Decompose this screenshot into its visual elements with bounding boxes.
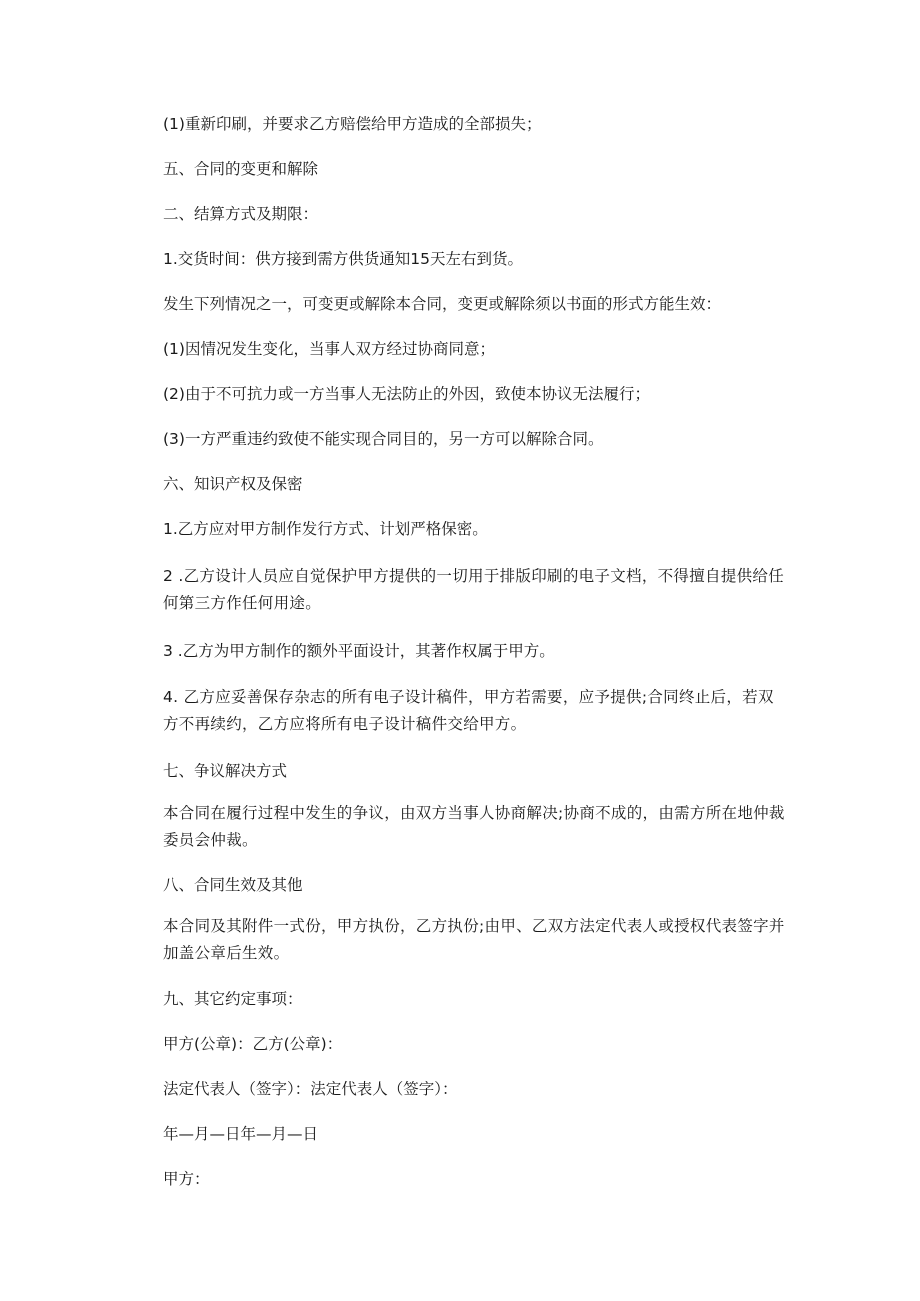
heading-contract-change: 五、合同的变更和解除 — [163, 160, 319, 178]
text-line-delivery-time: 1.交货时间：供方接到需方供货通知15天左右到货。 — [163, 250, 524, 268]
heading-settlement: 二、结算方式及期限： — [163, 205, 319, 223]
text-line-condition-1: (1)因情况发生变化，当事人双方经过协商同意； — [163, 340, 495, 358]
text-line-condition-3: (3)一方严重违约致使不能实现合同目的，另一方可以解除合同。 — [163, 430, 604, 448]
heading-ip-confidentiality: 六、知识产权及保密 — [163, 475, 303, 493]
text-line-confidential-1: 1.乙方应对甲方制作发行方式、计划严格保密。 — [163, 520, 488, 538]
text-line-damages: (1)重新印刷，并要求乙方赔偿给甲方造成的全部损失； — [163, 115, 542, 133]
text-line-condition-2: (2)由于不可抗力或一方当事人无法防止的外因，致使本协议无法履行； — [163, 385, 650, 403]
text-line-confidential-3: 3 .乙方为甲方制作的额外平面设计，其著作权属于甲方。 — [163, 642, 555, 660]
heading-dispute-resolution: 七、争议解决方式 — [163, 762, 288, 780]
heading-effectiveness: 八、合同生效及其他 — [163, 876, 303, 894]
text-para-effectiveness: 本合同及其附件一式份，甲方执份，乙方执份;由甲、乙双方法定代表人或授权代表签字并加盖公章后生效。 — [163, 917, 785, 962]
text-para-confidential-2: 2 .乙方设计人员应自觉保护甲方提供的一切用于排版印刷的电子文档，不得擅自提供给任何第三方作任何用途。 — [163, 567, 785, 612]
heading-other-terms: 九、其它约定事项： — [163, 990, 303, 1008]
text-line-party-a: 甲方： — [163, 1170, 210, 1188]
text-line-seals: 甲方(公章)：乙方(公章)： — [163, 1035, 343, 1053]
text-line-change-conditions: 发生下列情况之一，可变更或解除本合同，变更或解除须以书面的形式方能生效： — [163, 295, 722, 313]
text-para-dispute: 本合同在履行过程中发生的争议，由双方当事人协商解决;协商不成的，由需方所在地仲裁委员会仲裁。 — [163, 804, 785, 849]
text-line-dates: 年—月—日年—月—日 — [163, 1125, 319, 1143]
text-line-representatives: 法定代表人（签字）：法定代表人（签字）： — [163, 1080, 458, 1098]
text-para-confidential-4: 4. 乙方应妥善保存杂志的所有电子设计稿件，甲方若需要，应予提供;合同终止后，若双方不再续约，乙方应将所有电子设计稿件交给甲方。 — [163, 688, 774, 733]
